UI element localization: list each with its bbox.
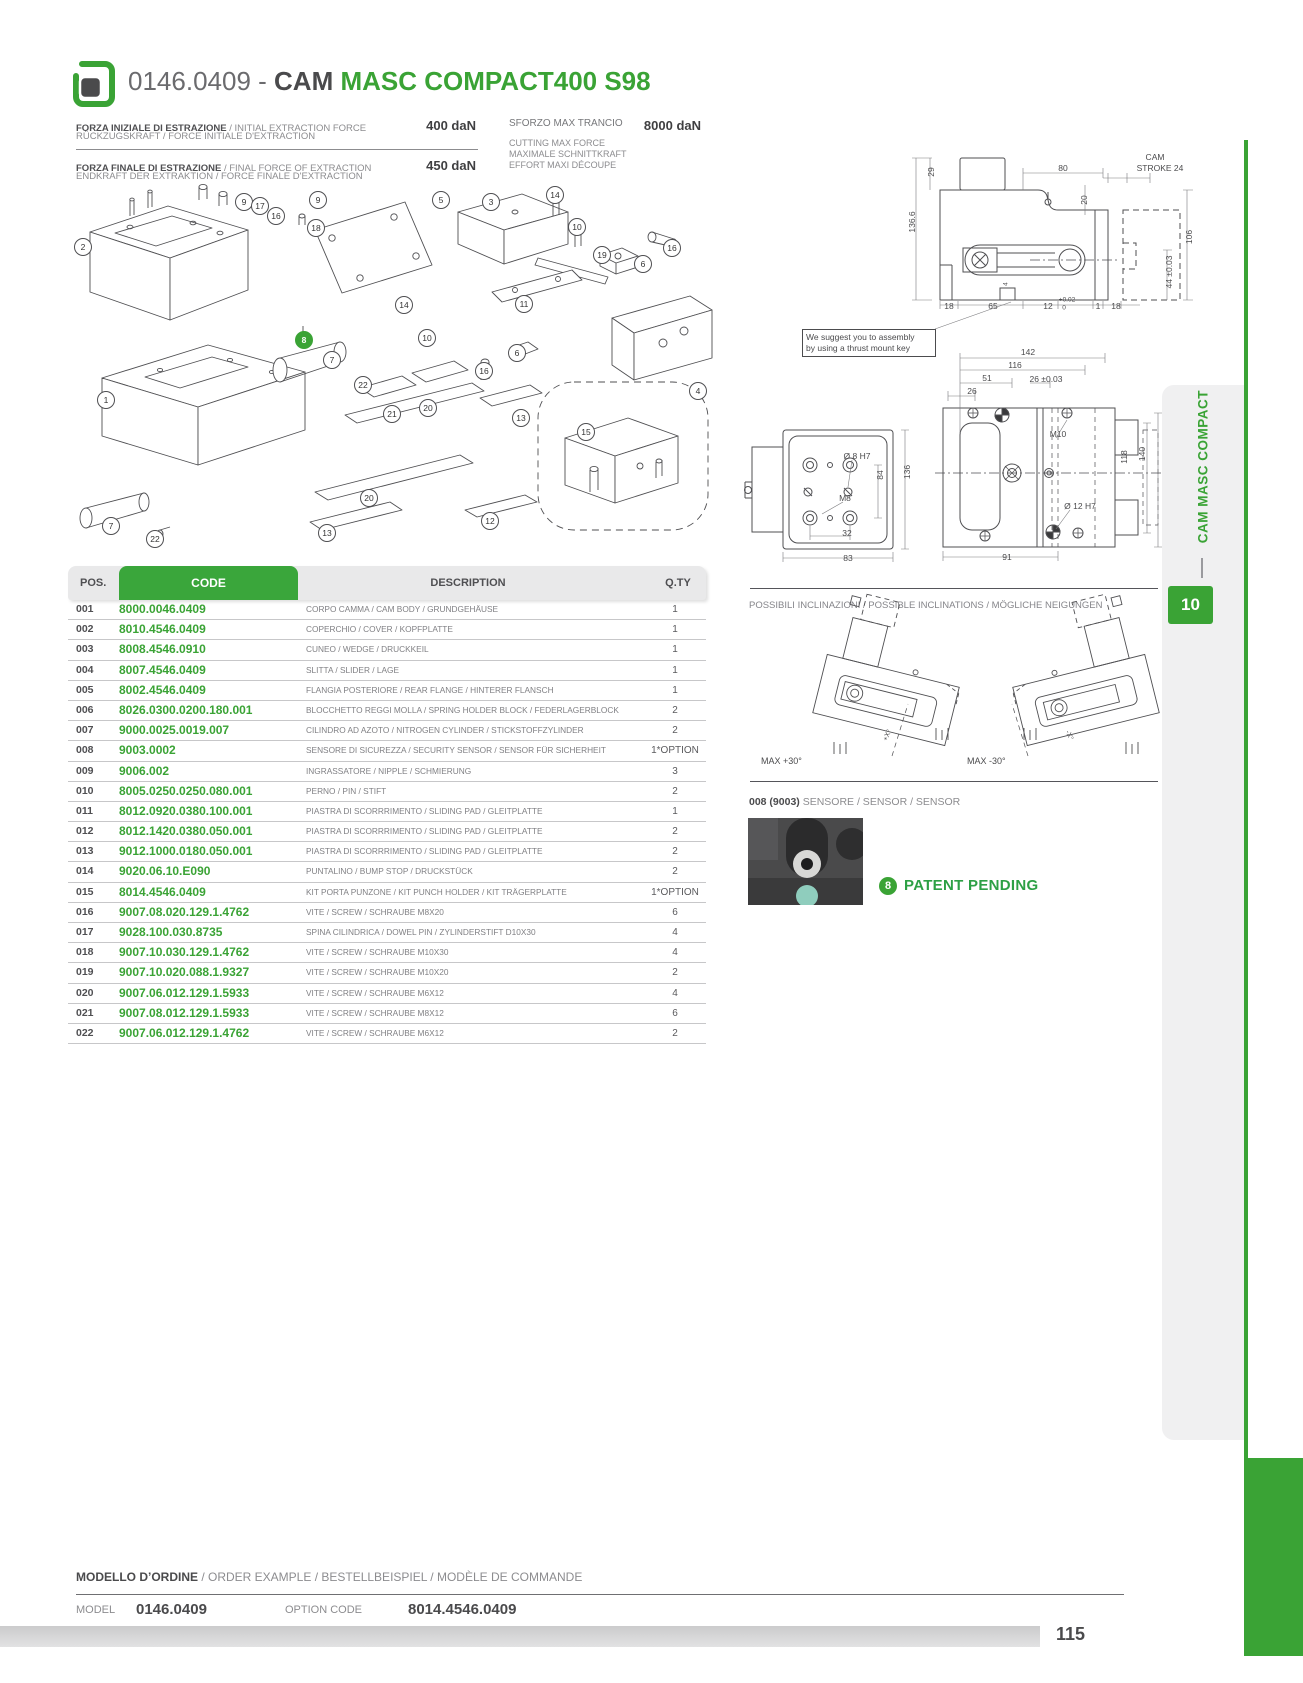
part-qty: 4 [672, 927, 678, 938]
callout-9: 9 [309, 191, 327, 209]
part-code: 9003.0002 [119, 743, 176, 758]
part-code: 8010.4546.0409 [119, 622, 206, 637]
patent-pending-label: PATENT PENDING [904, 877, 1039, 894]
part-description: VITE / SCREW / SCHRAUBE M10X30 [306, 947, 449, 958]
part-code: 9006.002 [119, 763, 170, 778]
callout-7: 7 [323, 351, 341, 369]
extraction-force-specs: FORZA INIZIALE DI ESTRAZIONE / INITIAL EXTRACTION FORCE RÜCKZUGSKRAFT / FORCE INITIALE D'EXTRACTION 400 daN FORZA FINALE DI ESTRAZIONE / FINAL FORCE OF EXTRACTION ENDKRAFT DER EXTRAKTION / FORCE FINALE D'EXTRACTION 450 daN [76, 118, 476, 182]
part-description: VITE / SCREW / SCHRAUBE M6X12 [306, 1027, 444, 1038]
callout-3: 3 [482, 193, 500, 211]
part-pos: 007 [76, 724, 94, 737]
table-row [68, 600, 706, 620]
part-qty: 2 [672, 846, 678, 858]
dimension-label: 32 [842, 528, 852, 538]
dimension-label: 20 [1079, 195, 1089, 205]
part-pos: 022 [76, 1026, 94, 1039]
callout-22: 22 [146, 530, 164, 548]
brand-logo-icon [72, 60, 114, 104]
part-code: 9020.06.10.E090 [119, 864, 211, 879]
dimension-label: 18 [944, 301, 954, 311]
max-plus-angle-label: MAX +30° [761, 756, 802, 766]
part-qty: 4 [672, 947, 678, 959]
part-code: 9000.0025.0019.007 [119, 723, 230, 738]
part-pos: 016 [76, 905, 94, 918]
part-qty: 1 [672, 604, 678, 615]
page-corner-block [1246, 1458, 1303, 1656]
part-qty: 1 [672, 644, 678, 656]
part-code: 9007.10.030.129.1.4762 [119, 945, 250, 960]
part-code: 9007.06.012.129.1.4762 [119, 1025, 250, 1040]
table-row [68, 963, 706, 983]
patent-badge: 8 [879, 877, 897, 895]
dimension-label: 118 [1119, 450, 1129, 464]
table-row [68, 1024, 706, 1044]
callout-15: 15 [577, 423, 595, 441]
spec-label: FORZA FINALE DI ESTRAZIONE [76, 163, 222, 174]
table-row [68, 782, 706, 802]
callout-20: 20 [360, 489, 378, 507]
table-row [68, 640, 706, 660]
section-divider [750, 588, 1158, 589]
part-description: CORPO CAMMA / CAM BODY / GRUNDGEHÄUSE [306, 604, 499, 614]
dimension-label: 116 [1008, 360, 1022, 370]
part-code: 9028.100.030.8735 [119, 925, 223, 939]
part-description: VITE / SCREW / SCHRAUBE M10X20 [306, 967, 449, 978]
callout-2: 2 [74, 238, 92, 256]
page-number: 115 [1056, 1624, 1086, 1644]
table-row [68, 883, 706, 903]
part-qty: 2 [672, 1027, 678, 1039]
page-title: 0146.0409 - CAM MASC COMPACT400 S98 [128, 66, 651, 96]
dimension-label: 26 ±0.03 [1029, 374, 1063, 384]
table-row [68, 701, 706, 721]
part-qty: 6 [672, 1007, 678, 1019]
table-row [68, 661, 706, 681]
part-description: SPINA CILINDRICA / DOWEL PIN / ZYLINDERSTIFT D10X30 [306, 927, 536, 937]
part-description: COPERCHIO / COVER / KOPFPLATTE [306, 624, 453, 635]
part-description: CUNEO / WEDGE / DRUCKKEIL [306, 644, 429, 655]
dimension-label: 0 [1062, 304, 1066, 312]
sensor-pos: 008 (9003) [749, 796, 800, 808]
table-row [68, 903, 706, 923]
dimension-label: 80 [1058, 163, 1068, 173]
callout-9: 9 [235, 193, 253, 211]
dimension-label: 18 [1111, 301, 1121, 311]
callout-17: 17 [251, 197, 269, 215]
part-qty: 1*OPTION [651, 745, 699, 757]
spec-label: FORZA INIZIALE DI ESTRAZIONE [76, 123, 227, 134]
part-qty: 4 [672, 987, 678, 999]
dimension-label: 29 [926, 167, 936, 177]
part-description: BLOCCHETTO REGGI MOLLA / SPRING HOLDER BLOCK / FEDERLAGERBLOCK [306, 704, 619, 715]
sensor-section-label: 008 (9003) SENSORE / SENSOR / SENSOR [749, 796, 961, 808]
callout-7: 7 [102, 517, 120, 535]
part-code: 8008.4546.0910 [119, 642, 206, 657]
option-code-value: 8014.4546.0409 [408, 1601, 517, 1618]
part-qty: 1 [672, 805, 678, 817]
callout-14: 14 [395, 296, 413, 314]
dimension-label: 106 [1184, 229, 1194, 245]
callout-16: 16 [475, 362, 493, 380]
option-code-label: OPTION CODE [285, 1604, 363, 1616]
part-qty: 1 [672, 624, 678, 636]
part-qty: 2 [672, 967, 678, 979]
part-pos: 001 [76, 603, 94, 615]
assembly-note: We suggest you to assembly by using a thrust mount key [802, 329, 936, 357]
part-pos: 002 [76, 623, 94, 636]
part-pos: 020 [76, 986, 94, 999]
order-example-title: MODELLO D’ORDINE / ORDER EXAMPLE / BESTELLBEISPIEL / MODÈLE DE COMMANDE [76, 1570, 583, 1584]
callout-16: 16 [267, 207, 285, 225]
product-name: MASC COMPACT400 S98 [340, 66, 651, 96]
part-description: VITE / SCREW / SCHRAUBE M6X12 [306, 987, 444, 998]
part-code: 8026.0300.0200.180.001 [119, 702, 253, 717]
part-description: VITE / SCREW / SCHRAUBE M8X12 [306, 1007, 444, 1018]
part-code: 9007.08.012.129.1.5933 [119, 1005, 250, 1020]
dimension-label: 91 [1002, 552, 1012, 562]
chapter-number-tab: 10 [1168, 586, 1213, 624]
sidebar-section-title: CAM MASC COMPACT [1195, 390, 1211, 544]
part-pos: 009 [76, 764, 94, 777]
dimension-label: 1 [1095, 301, 1101, 311]
dimension-label: 142 [1020, 347, 1036, 357]
part-description: PUNTALINO / BUMP STOP / DRUCKSTÜCK [306, 866, 473, 877]
col-code: CODE [119, 566, 298, 600]
part-pos: 015 [76, 885, 94, 898]
part-code: 9007.10.020.088.1.9327 [119, 965, 250, 980]
callout-18: 18 [307, 219, 325, 237]
table-row [68, 762, 706, 782]
sidebar-divider [1201, 558, 1203, 578]
part-pos: 019 [76, 966, 94, 979]
dimension-label: 136 [902, 464, 912, 480]
inclination-drawings [740, 604, 1170, 776]
table-row [68, 943, 706, 963]
table-row [68, 620, 706, 640]
cutting-force-spec: SFORZO MAX TRANCIO 8000 daN CUTTING MAX FORCE MAXIMALE SCHNITTKRAFT EFFORT MAXI DÉCOUPE [509, 118, 701, 170]
part-code: 8005.0250.0250.080.001 [119, 783, 253, 798]
part-pos: 006 [76, 703, 94, 716]
model-label: MODEL [76, 1604, 116, 1616]
part-pos: 005 [76, 683, 94, 696]
inclinations-title: POSSIBILI INCLINAZIONI / POSSIBLE INCLINATIONS / MÖGLICHE NEIGUNGEN [749, 600, 1103, 611]
spec-value: 400 daN [426, 118, 476, 133]
table-row [68, 842, 706, 862]
table-row [68, 984, 706, 1004]
part-code: 8000.0046.0409 [119, 602, 206, 616]
part-description: SLITTA / SLIDER / LAGE [306, 664, 399, 675]
part-pos: 013 [76, 845, 94, 858]
part-description: FLANGIA POSTERIORE / REAR FLANGE / HINTERER FLANSCH [306, 684, 554, 695]
part-description: PIASTRA DI SCORRRIMENTO / SLIDING PAD / GLEITPLATTE [306, 846, 543, 857]
dimension-label: CAM [1145, 152, 1165, 162]
dimension-label: 12 [1043, 301, 1053, 311]
dimension-label: 84 [875, 470, 885, 480]
table-row [68, 862, 706, 882]
part-pos: 017 [76, 926, 94, 938]
spec-value: 450 daN [426, 158, 476, 173]
max-minus-angle-label: MAX -30° [967, 756, 1006, 766]
page-edge-rule [1244, 140, 1248, 1656]
dimension-label: 4 [1002, 282, 1010, 286]
parts-table-body [68, 600, 706, 1044]
callout-20: 20 [419, 399, 437, 417]
model-value: 0146.0409 [136, 1601, 207, 1618]
part-pos: 021 [76, 1006, 94, 1019]
part-qty: 2 [672, 826, 678, 838]
callout-14: 14 [546, 186, 564, 204]
part-description: KIT PORTA PUNZONE / KIT PUNCH HOLDER / KIT TRÄGERPLATTE [306, 886, 567, 897]
part-code: 9007.08.020.129.1.4762 [119, 904, 250, 919]
table-row [68, 681, 706, 701]
part-pos: 008 [76, 744, 94, 757]
dimension-label: 65 [988, 301, 998, 311]
part-code: 8014.4546.0409 [119, 884, 206, 899]
part-code: 8007.4546.0409 [119, 662, 206, 677]
dimension-label: Ø 8 H7 [843, 451, 871, 461]
table-row [68, 802, 706, 822]
dimension-label: +0.02 [1058, 296, 1076, 304]
callout-10: 10 [418, 329, 436, 347]
part-qty: 2 [672, 725, 678, 737]
order-divider [76, 1594, 1124, 1595]
callout-19: 19 [593, 246, 611, 264]
table-row [68, 923, 706, 943]
callout-6: 6 [508, 344, 526, 362]
part-description: PIASTRA DI SCORRRIMENTO / SLIDING PAD / GLEITPLATTE [306, 826, 543, 837]
part-description: SENSORE DI SICUREZZA / SECURITY SENSOR / SENSOR FÜR SICHERHEIT [306, 745, 606, 756]
part-qty: 2 [672, 704, 678, 716]
callout-13: 13 [318, 524, 336, 542]
col-pos: POS. [80, 577, 107, 589]
dimension-label: 51 [982, 373, 992, 383]
callout-11: 11 [515, 295, 533, 313]
table-row [68, 822, 706, 842]
part-code: 8002.4546.0409 [119, 682, 206, 697]
minus-x-angle: -X° [1063, 729, 1075, 742]
dimension-label: 136.6 [907, 211, 917, 233]
table-row [68, 1004, 706, 1024]
callout-13: 13 [512, 409, 530, 427]
section-divider [750, 781, 1158, 782]
col-qty: Q.TY [665, 577, 691, 589]
spec-sublabel: RÜCKZUGSKRAFT / FORCE INITIALE D'EXTRACTION [76, 131, 316, 142]
part-qty: 2 [672, 785, 678, 797]
part-pos: 012 [76, 825, 94, 838]
part-qty: 3 [672, 765, 678, 777]
part-code: 9012.1000.0180.050.001 [119, 844, 253, 859]
callout-1: 1 [97, 391, 115, 409]
part-pos: 004 [76, 663, 94, 676]
part-description: CILINDRO AD AZOTO / NITROGEN CYLINDER / STICKSTOFFZYLINDER [306, 725, 584, 736]
dimension-label: Ø 12 H7 [1064, 501, 1096, 511]
plus-x-angle: +X° [882, 728, 894, 743]
part-pos: 018 [76, 946, 94, 959]
exploded-view-drawing [60, 170, 710, 560]
part-description: PERNO / PIN / STIFT [306, 785, 387, 796]
callout-21: 21 [383, 405, 401, 423]
part-code: 9007.06.012.129.1.5933 [119, 985, 250, 1000]
col-description: DESCRIPTION [430, 577, 506, 589]
sensor-photo [748, 818, 863, 905]
part-pos: 011 [76, 804, 93, 817]
part-code: 8012.0920.0380.100.001 [119, 803, 253, 818]
spec-divider [76, 149, 478, 150]
callout-5: 5 [432, 191, 450, 209]
part-qty: 1*OPTION [651, 886, 699, 898]
dimension-label: M8 [839, 493, 851, 503]
spec-value: 8000 daN [643, 118, 701, 133]
dimension-label: STROKE 24 [1136, 163, 1184, 173]
callout-22: 22 [354, 376, 372, 394]
dimension-label: 140 [1137, 446, 1147, 462]
part-description: PIASTRA DI SCORRRIMENTO / SLIDING PAD / GLEITPLATTE [306, 805, 543, 816]
table-row [68, 741, 706, 761]
dimension-label: 83 [843, 553, 853, 563]
part-qty: 2 [672, 866, 678, 878]
footer-bar [0, 1626, 1040, 1647]
part-pos: 010 [76, 784, 94, 797]
callout-16: 16 [663, 239, 681, 257]
callout-8: 8 [295, 331, 313, 349]
part-qty: 6 [672, 906, 678, 918]
dimension-label: 26 [967, 386, 977, 396]
spec-sublabel: ENDKRAFT DER EXTRAKTION / FORCE FINALE D'EXTRACTION [76, 171, 363, 182]
brand-name: CAM [274, 66, 341, 96]
part-pos: 003 [76, 643, 94, 656]
callout-6: 6 [634, 255, 652, 273]
callout-12: 12 [481, 512, 499, 530]
callout-4: 4 [689, 382, 707, 400]
part-qty: 1 [672, 664, 678, 676]
model-code: 0146.0409 [128, 66, 251, 96]
table-row [68, 721, 706, 741]
part-qty: 1 [672, 684, 678, 696]
callout-10: 10 [568, 218, 586, 236]
part-code: 8012.1420.0380.050.001 [119, 824, 253, 839]
part-pos: 014 [76, 865, 94, 878]
dimension-label: 44 ±0.03 [1164, 255, 1174, 289]
spec-label: SFORZO MAX TRANCIO [509, 118, 623, 129]
part-description: VITE / SCREW / SCHRAUBE M8X20 [306, 906, 444, 917]
part-description: INGRASSATORE / NIPPLE / SCHMIERUNG [306, 765, 472, 776]
dimension-label: M10 [1049, 429, 1067, 439]
parts-table-header [68, 566, 706, 600]
dimension-drawings [700, 330, 1170, 575]
